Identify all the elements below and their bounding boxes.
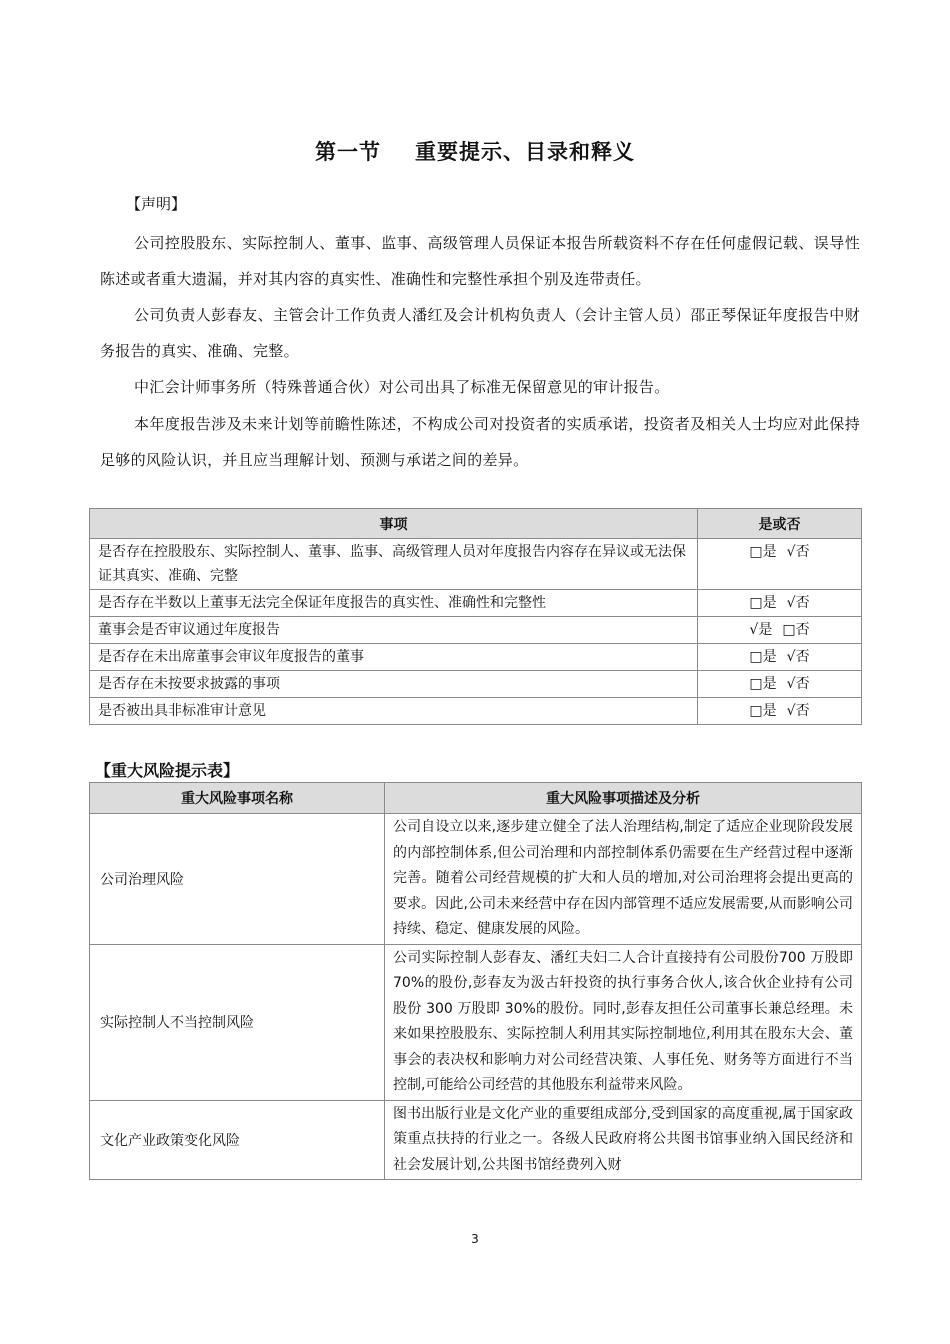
risk-table-heading: 【重大风险提示表】 bbox=[95, 761, 240, 780]
table-row bbox=[90, 590, 862, 617]
table-row bbox=[90, 644, 862, 671]
section-title bbox=[0, 136, 950, 166]
matter-item: 是否存在控股股东、实际控制人、董事、监事、高级管理人员对年度报告内容存在异议或无法保证其真实、准确、完整 bbox=[90, 539, 698, 590]
no-checkbox: √否 bbox=[786, 544, 810, 560]
no-checkbox: □否 bbox=[782, 622, 810, 638]
no-checkbox: √否 bbox=[786, 595, 810, 611]
declaration-paragraph: 公司负责人彭春友、主管会计工作负责人潘红及会计机构负责人（会计主管人员）邵正琴保证年度报告中财务报告的真实、准确、完整。 bbox=[100, 306, 860, 360]
risk-name: 公司治理风险 bbox=[90, 814, 385, 945]
risk-header-desc: 重大风险事项描述及分析 bbox=[385, 783, 862, 814]
matters-header-yesno: 是或否 bbox=[698, 509, 862, 539]
matters-header-item: 事项 bbox=[90, 509, 698, 539]
risk-header-row bbox=[90, 783, 862, 814]
section-title-text: 重要提示、目录和释义 bbox=[415, 140, 635, 164]
yes-no-cell bbox=[698, 590, 862, 617]
table-row bbox=[90, 698, 862, 725]
declaration-paragraph: 本年度报告涉及未来计划等前瞻性陈述，不构成公司对投资者的实质承诺，投资者及相关人士均应对此保持足够的风险认识，并且应当理解计划、预测与承诺之间的差异。 bbox=[100, 415, 860, 469]
yes-checkbox: □是 bbox=[749, 703, 777, 719]
matter-item: 是否存在半数以上董事无法完全保证年度报告的真实性、准确性和完整性 bbox=[90, 590, 698, 617]
yes-no-cell bbox=[698, 539, 862, 590]
table-row bbox=[90, 617, 862, 644]
risk-name: 文化产业政策变化风险 bbox=[90, 1100, 385, 1180]
matters-header-row bbox=[90, 509, 862, 539]
yes-no-cell bbox=[698, 698, 862, 725]
yes-checkbox: □是 bbox=[749, 676, 777, 692]
declaration-heading: 【声明】 bbox=[126, 195, 187, 213]
section-number: 第一节 bbox=[315, 140, 381, 164]
matter-item: 董事会是否审议通过年度报告 bbox=[90, 617, 698, 644]
yes-no-cell bbox=[698, 671, 862, 698]
no-checkbox: √否 bbox=[786, 649, 810, 665]
declaration-paragraph: 中汇会计师事务所（特殊普通合伙）对公司出具了标准无保留意见的审计报告。 bbox=[134, 378, 670, 396]
table-row bbox=[90, 944, 862, 1100]
risk-description: 图书出版行业是文化产业的重要组成部分,受到国家的高度重视,属于国家政策重点扶持的行业之一。各级人民政府将公共图书馆事业纳入国民经济和社会发展计划,公共图书馆经费列入财 bbox=[385, 1100, 862, 1180]
page-number: 3 bbox=[471, 1232, 479, 1246]
yes-checkbox: □是 bbox=[749, 649, 777, 665]
risk-header-name: 重大风险事项名称 bbox=[90, 783, 385, 814]
yes-checkbox: □是 bbox=[749, 595, 777, 611]
no-checkbox: √否 bbox=[786, 676, 810, 692]
table-row bbox=[90, 539, 862, 590]
risk-description: 公司实际控制人彭春友、潘红夫妇二人合计直接持有公司股份700 万股即 70%的股份,彭春友为汲古轩投资的执行事务合伙人,该合伙企业持有公司股份 300 万股即 30%的股份。同时,彭春友担任公司董事长兼总经理。未来如果控股股东、实际控制人利用其实际控制地位,利用其在股东大会、董事会的表决权和影响力对公司经营决策、人事任免、财务等方面进行不当控制,可能给公司经营的其他股东利益带来风险。 bbox=[385, 944, 862, 1100]
yes-checkbox: □是 bbox=[749, 544, 777, 560]
yes-no-cell bbox=[698, 617, 862, 644]
table-row bbox=[90, 1100, 862, 1180]
risk-table bbox=[89, 782, 862, 1180]
matter-item: 是否存在未出席董事会审议年度报告的董事 bbox=[90, 644, 698, 671]
matter-item: 是否存在未按要求披露的事项 bbox=[90, 671, 698, 698]
table-row bbox=[90, 671, 862, 698]
no-checkbox: √否 bbox=[786, 703, 810, 719]
matters-table bbox=[89, 508, 862, 725]
yes-checkbox: √是 bbox=[749, 622, 773, 638]
matter-item: 是否被出具非标准审计意见 bbox=[90, 698, 698, 725]
table-row bbox=[90, 814, 862, 945]
risk-name: 实际控制人不当控制风险 bbox=[90, 944, 385, 1100]
declaration-paragraph: 公司控股股东、实际控制人、董事、监事、高级管理人员保证本报告所载资料不存在任何虚假记载、误导性陈述或者重大遗漏，并对其内容的真实性、准确性和完整性承担个别及连带责任。 bbox=[100, 234, 860, 288]
yes-no-cell bbox=[698, 644, 862, 671]
risk-description: 公司自设立以来,逐步建立健全了法人治理结构,制定了适应企业现阶段发展的内部控制体系,但公司治理和内部控制体系仍需要在生产经营过程中逐渐完善。随着公司经营规模的扩大和人员的增加,对公司治理将会提出更高的要求。因此,公司未来经营中存在因内部管理不适应发展需要,从而影响公司持续、稳定、健康发展的风险。 bbox=[385, 814, 862, 945]
